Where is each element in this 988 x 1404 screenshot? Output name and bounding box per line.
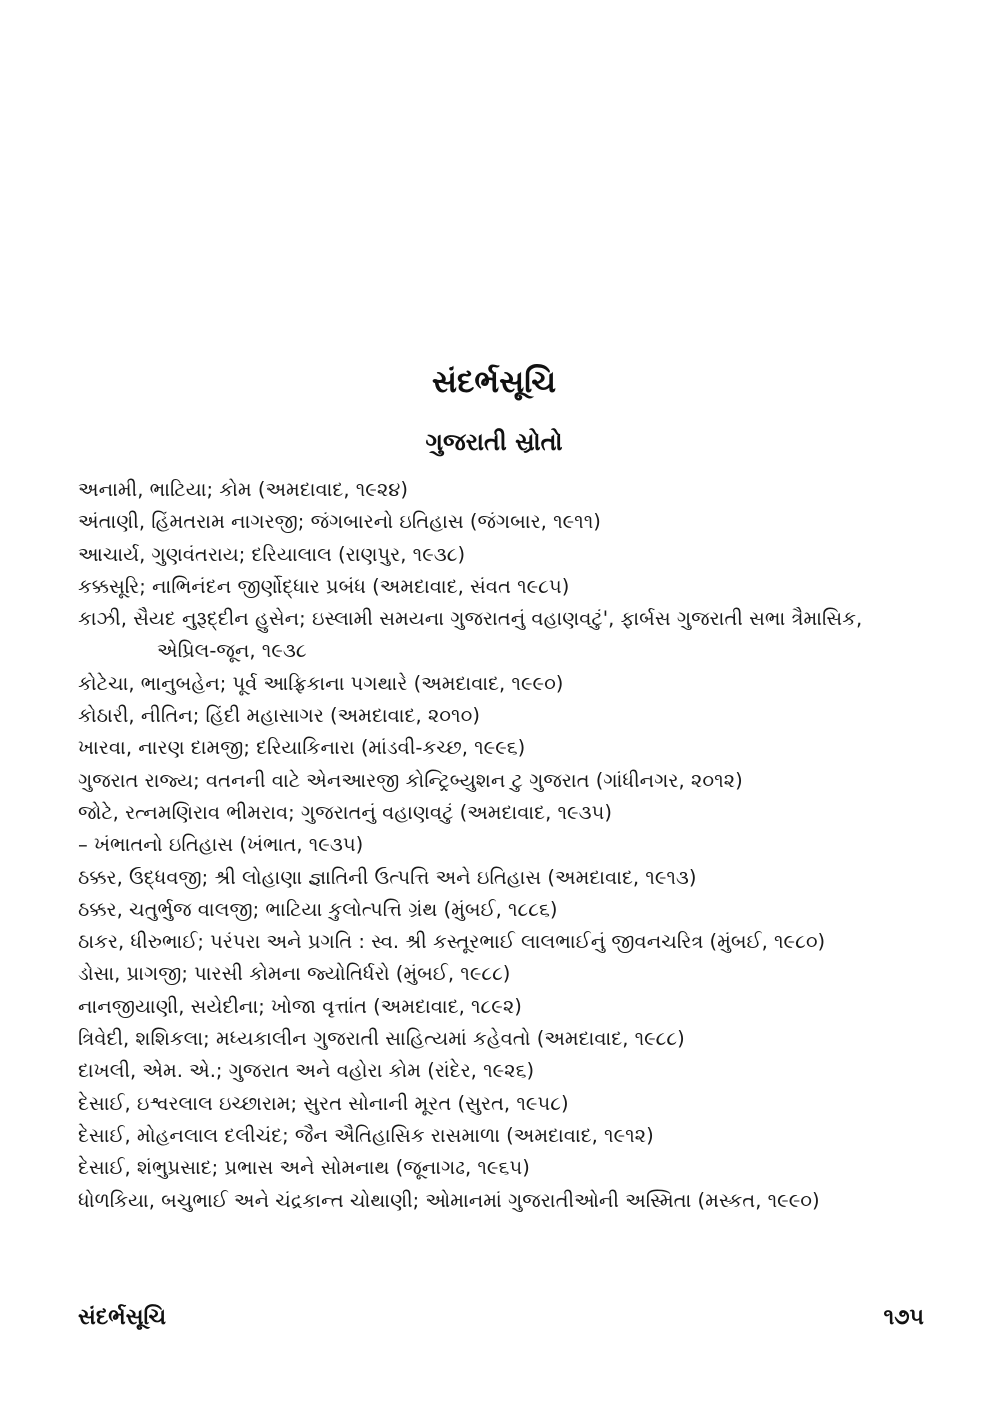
bibliography-entry: કાઝી, સૈયદ નુરૂદ્દીન હુસેન; ઇસ્લામી સમયના ગુજરાતનું વહાણવટું', ફાર્બસ ગુજરાતી સભા ત્રૈમાસિક,: [78, 607, 863, 631]
bibliography-list: [78, 474, 938, 1217]
bibliography-entry: કોઠારી, નીતિન; હિંદી મહાસાગર (અમદાવાદ, ૨૦૧૦): [78, 704, 480, 728]
bibliography-entry: ત્રિવેદી, શશિકલા; મધ્યકાલીન ગુજરાતી સાહિત્યમાં કહેવતો (અમદાવાદ, ૧૯૮૮): [78, 1027, 685, 1051]
bibliography-entry: અંતાણી, હિંમતરામ નાગરજી; જંગબારનો ઇતિહાસ (જંગબાર, ૧૯૧૧): [78, 510, 601, 534]
bibliography-entry: દેસાઈ, શંભુપ્રસાદ; પ્રભાસ અને સોમનાથ (જૂનાગઢ, ૧૯૬૫): [78, 1156, 530, 1180]
page-title: સંદર્ભસૂચિ: [431, 364, 557, 400]
bibliography-entry: કોટેચા, ભાનુબહેન; પૂર્વ આફ્રિકાના પગથારે (અમદાવાદ, ૧૯૯૦): [78, 671, 564, 695]
bibliography-entry: ડોસા, પ્રાગજી; પારસી કોમના જ્યોતિર્ધરો (મુંબઈ, ૧૯૮૮): [78, 962, 511, 986]
bibliography-entry: – ખંભાતનો ઇતિહાસ (ખંભાત, ૧૯૩૫): [78, 833, 364, 857]
bibliography-entry: દેસાઈ, મોહનલાલ દલીચંદ; જૈન ઐતિહાસિક રાસમાળા (અમદાવાદ, ૧૯૧૨): [78, 1123, 654, 1147]
bibliography-entry: આચાર્ય, ગુણવંતરાય; દરિયાલાલ (રાણપુર, ૧૯૩૮): [78, 542, 466, 566]
section-heading: ગુજરાતી સ્રોતો: [425, 428, 563, 456]
bibliography-entry-continuation: એપ્રિલ-જૂન, ૧૯૩૮: [157, 639, 307, 663]
bibliography-entry: દાખલી, એમ. એ.; ગુજરાત અને વહોરા કોમ (રાંદેર, ૧૯૨૬): [78, 1059, 535, 1083]
bibliography-entry: કક્કસૂરિ; નાભિનંદન જીર્ણોદ્ધાર પ્રબંધ (અમદાવાદ, સંવત ૧૯૮૫): [78, 574, 570, 598]
bibliography-entry: ગુજરાત રાજ્ય; વતનની વાટે એનઆરજી કોન્ટ્રિબ્યુશન ટુ ગુજરાત (ગાંધીનગર, ૨૦૧૨): [78, 768, 743, 792]
bibliography-entry: ઠક્કર, ઉદ્ધવજી; શ્રી લોહાણા જ્ઞાતિની ઉત્પત્તિ અને ઇતિહાસ (અમદાવાદ, ૧૯૧૩): [78, 865, 697, 889]
bibliography-entry: ધોળકિયા, બચુભાઈ અને ચંદ્રકાન્ત ચોથાણી; ઓમાનમાં ગુજરાતીઓની અસ્મિતા (મસ્કત, ૧૯૯૦): [78, 1188, 820, 1212]
bibliography-entry: અનામી, ભાટિયા; કોમ (અમદાવાદ, ૧૯૨૪): [78, 478, 408, 501]
bibliography-entry: ઠાકર, ધીરુભાઈ; પરંપરા અને પ્રગતિ : સ્વ. શ્રી કસ્તૂરભાઈ લાલભાઈનું જીવનચરિત્ર (મુંબઈ, ૧૯૮૦): [78, 930, 826, 954]
bibliography-entry: નાનજીયાણી, સયેદીના; ખોજા વૃત્તાંત (અમદાવાદ, ૧૮૯૨): [78, 994, 522, 1018]
bibliography-entry: જોટે, રત્નમણિરાવ ભીમરાવ; ગુજરાતનું વહાણવટું (અમદાવાદ, ૧૯૩૫): [78, 800, 612, 824]
bibliography-entry: દેસાઈ, ઇશ્વરલાલ ઇચ્છારામ; સુરત સોનાની મૂરત (સુરત, ૧૯૫૮): [78, 1091, 569, 1115]
bibliography-entry: ખારવા, નારણ દામજી; દરિયાકિનારા (માંડવી-કચ્છ, ૧૯૯૬): [78, 736, 526, 760]
bibliography-entry: ઠક્કર, ચતુર્ભુજ વાલજી; ભાટિયા કુલોત્પત્તિ ગ્રંથ (મુંબઈ, ૧૮૮૬): [78, 897, 558, 921]
page-number: ૧૭૫: [883, 1305, 924, 1330]
running-footer-title: સંદર્ભસૂચિ: [78, 1305, 167, 1330]
